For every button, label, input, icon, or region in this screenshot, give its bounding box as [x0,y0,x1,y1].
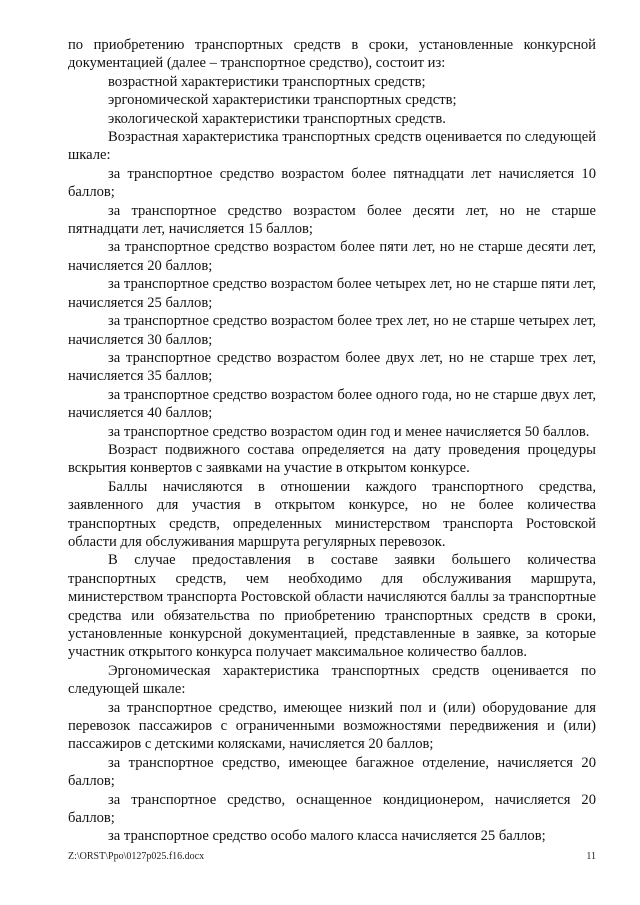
paragraph-continuation: по приобретению транспортных средств в сроки, установленные конкурсной документацией (далее – транспортное средство), состоит из: [68,37,596,72]
scale-item-age-5-10: за транспортное средство возрастом более пяти лет, но не старше десяти лет, начисляется 20 баллов; [68,239,596,274]
scale-item-extra-small-class: за транспортное средство особо малого класса начисляется 25 баллов; [108,828,546,845]
scale-item-luggage-compartment: за транспортное средство, имеющее багажное отделение, начисляется 20 баллов; [68,754,596,790]
paragraph-excess-vehicles: В случае предоставления в составе заявки большего количества транспортных средств, чем необходимо для обслуживания маршрута, министерством транспорта Ростовской области начисляются баллы за транспортные средства или обязательства по приобретению транспортных средств в сроки, установленные конкурсной документацией, представленные в заявке, за которые участник открытого конкурса получает максимальное количество баллов. [68,552,596,661]
scale-item-low-floor: за транспортное средство, имеющее низкий пол и (или) оборудование для перевозок пассажиров с ограниченными возможностями передвижения и (или) пассажиров с детскими колясками, начисляется 20 баллов; [68,699,596,753]
scale-item-age-1-or-less: за транспортное средство возрастом один год и менее начисляется 50 баллов. [108,423,590,440]
paragraph-ergonomic-scale-intro: Эргономическая характеристика транспортных средств оценивается по следующей шкале: [68,662,596,698]
scale-item-air-conditioner: за транспортное средство, оснащенное кондиционером, начисляется 20 баллов; [68,791,596,827]
document-body [68,36,596,846]
scale-item-age-3-4: за транспортное средство возрастом более трех лет, но не старше четырех лет, начисляется 30 баллов; [68,313,596,348]
paragraph-age-scale-intro: Возрастная характеристика транспортных средств оценивается по следующей шкале: [68,129,596,164]
scale-item-age-10-15: за транспортное средство возрастом более десяти лет, но не старше пятнадцати лет, начисляется 15 баллов; [68,202,596,238]
list-item-ecological-characteristic: экологической характеристики транспортных средств. [108,110,446,127]
scale-item-age-4-5: за транспортное средство возрастом более четырех лет, но не старше пяти лет, начисляется 25 баллов; [68,276,596,311]
paragraph-points-per-vehicle: Баллы начисляются в отношении каждого транспортного средства, заявленного для участия в открытом конкурсе, но не более количества транспортных средств, определенных министерством транспорта Ростовской области для обслуживания маршрута регулярных перевозок. [68,478,596,550]
list-item-ergonomic-characteristic: эргономической характеристики транспортных средств; [108,92,457,109]
scale-item-age-2-3: за транспортное средство возрастом более двух лет, но не старше трех лет, начисляется 35 баллов; [68,349,596,385]
footer-page-number: 11 [586,851,596,862]
list-item-age-characteristic: возрастной характеристики транспортных средств; [108,73,426,90]
scale-item-age-over-15: за транспортное средство возрастом более пятнадцати лет начисляется 10 баллов; [68,165,596,201]
paragraph-age-determination: Возраст подвижного состава определяется на дату проведения процедуры вскрытия конвертов с заявками на участие в открытом конкурсе. [68,441,596,477]
footer-file-path: Z:\ORST\Ppo\0127p025.f16.docx [68,851,205,862]
scale-item-age-1-2: за транспортное средство возрастом более одного года, но не старше двух лет, начисляется 40 баллов; [68,386,596,422]
